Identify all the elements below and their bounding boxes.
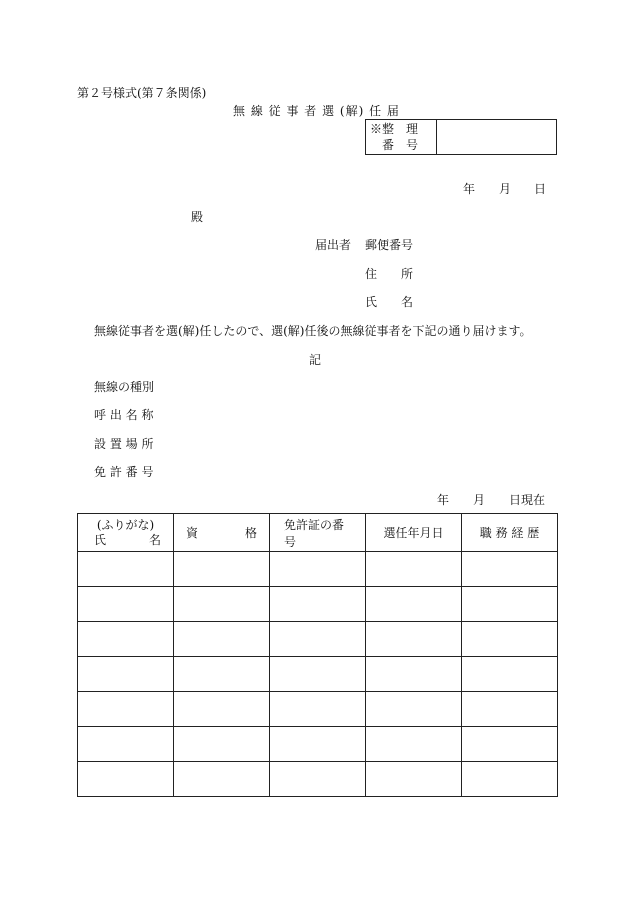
asof-month: 月: [473, 493, 486, 507]
registry-label-cell: [366, 120, 437, 155]
field-license-number: 免 許 番 号: [94, 465, 154, 479]
header-furigana: (ふりがな): [96, 517, 155, 532]
header-qualification-left: 資: [186, 526, 199, 540]
header-qualification: [174, 514, 270, 552]
header-name-right: 名: [148, 532, 161, 547]
asof-year: 年: [437, 493, 450, 507]
table-row: [78, 727, 558, 762]
cell-license-number[interactable]: [270, 657, 366, 692]
cell-license-number[interactable]: [270, 762, 366, 797]
cell-qualification[interactable]: [174, 622, 270, 657]
note-heading: 記: [309, 353, 322, 367]
form-number: 第２号様式(第７条関係): [77, 86, 207, 100]
cell-career[interactable]: [462, 727, 558, 762]
cell-license-number[interactable]: [270, 552, 366, 587]
table-header-row: [78, 514, 558, 552]
cell-license-number[interactable]: [270, 727, 366, 762]
name-label: 氏 名: [365, 295, 414, 309]
cell-career[interactable]: [462, 587, 558, 622]
header-appointment-date: [366, 514, 462, 552]
cell-name[interactable]: [78, 552, 174, 587]
header-license-number: [270, 514, 366, 552]
cell-license-number[interactable]: [270, 622, 366, 657]
cell-name[interactable]: [78, 762, 174, 797]
table-row: [78, 762, 558, 797]
cell-qualification[interactable]: [174, 657, 270, 692]
cell-appointment-date[interactable]: [366, 727, 462, 762]
field-call-name: 呼 出 名 称: [94, 408, 154, 422]
table-row: [78, 587, 558, 622]
addressee-suffix: 殿: [191, 210, 204, 224]
postal-code-label: 郵便番号: [365, 238, 414, 252]
cell-license-number[interactable]: [270, 587, 366, 622]
asof-day: 日現在: [509, 493, 546, 507]
cell-name[interactable]: [78, 727, 174, 762]
address-label: 住 所: [365, 267, 414, 281]
cell-qualification[interactable]: [174, 762, 270, 797]
header-appointment-date-label: 選任年月日: [383, 526, 444, 540]
cell-qualification[interactable]: [174, 692, 270, 727]
header-name: [78, 514, 174, 552]
cell-qualification[interactable]: [174, 727, 270, 762]
header-license-number-label: 免許証の番号: [284, 517, 345, 549]
applicant-label: 届出者: [315, 238, 352, 252]
cell-name[interactable]: [78, 657, 174, 692]
personnel-table: [77, 513, 558, 797]
table-row: [78, 552, 558, 587]
cell-qualification[interactable]: [174, 552, 270, 587]
cell-career[interactable]: [462, 692, 558, 727]
cell-career[interactable]: [462, 552, 558, 587]
cell-qualification[interactable]: [174, 587, 270, 622]
header-qualification-label: [174, 524, 269, 541]
header-qualification-right: 格: [244, 526, 257, 540]
cell-career[interactable]: [462, 762, 558, 797]
cell-appointment-date[interactable]: [366, 692, 462, 727]
date-year: 年: [463, 182, 476, 196]
form-title: 無 線 従 事 者 選 (解) 任 届: [233, 104, 400, 118]
header-career-label: 職 務 経 歴: [479, 526, 540, 540]
field-installation-location: 設 置 場 所: [94, 437, 154, 451]
date-month: 月: [499, 182, 512, 196]
date-day: 日: [534, 182, 547, 196]
cell-appointment-date[interactable]: [366, 657, 462, 692]
registry-label-line1: ※整 理: [370, 122, 419, 136]
registry-number-box: [365, 119, 557, 155]
header-name-label: [78, 533, 173, 548]
cell-career[interactable]: [462, 622, 558, 657]
cell-name[interactable]: [78, 622, 174, 657]
cell-appointment-date[interactable]: [366, 762, 462, 797]
table-row: [78, 622, 558, 657]
cell-name[interactable]: [78, 692, 174, 727]
cell-license-number[interactable]: [270, 692, 366, 727]
cell-appointment-date[interactable]: [366, 622, 462, 657]
table-row: [78, 657, 558, 692]
cell-name[interactable]: [78, 587, 174, 622]
registry-label-line2: 番 号: [382, 138, 419, 152]
body-text: 無線従事者を選(解)任したので、選(解)任後の無線従事者を下記の通り届けます。: [94, 324, 532, 338]
cell-appointment-date[interactable]: [366, 552, 462, 587]
header-career: [462, 514, 558, 552]
header-name-left: 氏: [94, 532, 107, 547]
field-radio-type: 無線の種別: [94, 380, 155, 394]
cell-appointment-date[interactable]: [366, 587, 462, 622]
registry-value-cell[interactable]: [437, 120, 557, 155]
table-row: [78, 692, 558, 727]
cell-career[interactable]: [462, 657, 558, 692]
